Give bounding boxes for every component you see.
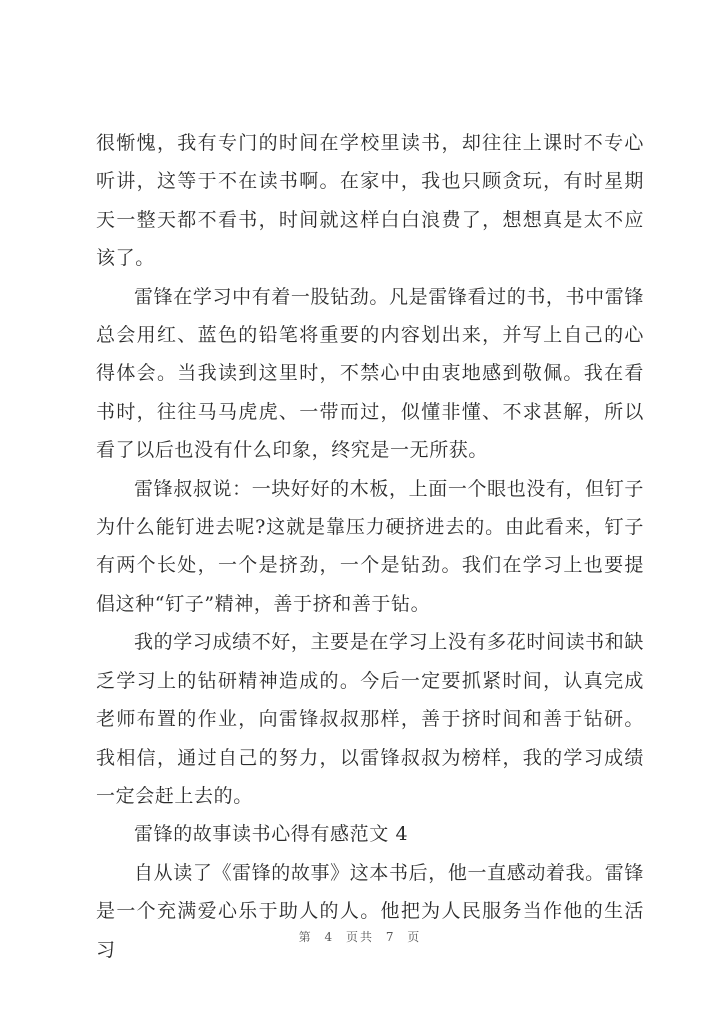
text-line: 这种“钉子”精神，善于挤和善于钻。: [115, 592, 431, 615]
text-line: 雷锋在学习中有着一股钻劲。凡是雷锋看过的书，书中雷锋: [134, 285, 644, 308]
current-page-number: 4: [324, 930, 335, 944]
paragraph-1: [96, 124, 644, 278]
paragraph-3: [96, 470, 644, 624]
footer-middle: 页共: [345, 930, 374, 944]
footer-prefix: 第: [298, 930, 313, 944]
text-line: 时，往往马马虎虎、一带而过，似懂非懂、不求甚解，所以看了: [96, 400, 644, 462]
text-line: 师布置的作业，向雷锋叔叔那样，善于挤时间和善于钻研。我相: [96, 708, 644, 769]
heading-text: 雷锋的故事读书心得有感范文 4: [134, 823, 409, 846]
section-heading: [96, 815, 644, 853]
paragraph-4: [96, 623, 644, 815]
text-line: 有两个长处，一个是挤劲，一个是钻劲。我们在学习上也要提倡: [96, 554, 644, 615]
text-line: 很惭愧，我有专门的时间在学校里读书，却往往上课时不专心听: [96, 132, 644, 193]
text-line: 乏学习上的钻研精神造成的。今后一定要抓紧时间，认真完成老: [96, 669, 644, 731]
text-line: 总会用红、蓝色的铅笔将重要的内容划出来，并写上自己的心得: [96, 324, 644, 385]
text-line: 雷锋叔叔说：一块好好的木板，上面一个眼也没有，但钉子: [134, 477, 644, 500]
footer-suffix: 页: [407, 930, 422, 944]
text-line: 整天都不看书，时间就这样白白浪费了，想想真是太不应该了。: [96, 208, 644, 270]
text-line: 为什么能钉进去呢?这就是靠压力硬挤进去的。由此看来，钉子: [96, 516, 644, 539]
text-line: 我的学习成绩不好，主要是在学习上没有多花时间读书和缺: [134, 631, 644, 654]
text-line: 体会。当我读到这里时，不禁心中由衷地感到敬佩。我在看书: [96, 362, 644, 423]
text-line: 赶上去的。: [154, 784, 253, 807]
text-line: 以后也没有什么印象，终究是一无所获。: [135, 439, 489, 462]
text-line: 讲，这等于不在读书啊。在家中，我也只顾贪玩，有时星期天一: [96, 170, 644, 231]
text-line: 是一个充满爱心乐于助人的人。他把为人民服务当作他的生活习: [96, 900, 644, 961]
text-line: 信，通过自己的努力，以雷锋叔叔为榜样，我的学习成绩一定会: [96, 746, 644, 807]
paragraph-2: [96, 278, 644, 470]
text-line: 自从读了《雷锋的故事》这本书后，他一直感动着我。雷锋: [134, 861, 644, 884]
total-page-count: 7: [385, 930, 396, 944]
document-body: [96, 124, 644, 969]
page-footer: [0, 928, 720, 945]
paragraph-5: [96, 854, 644, 969]
